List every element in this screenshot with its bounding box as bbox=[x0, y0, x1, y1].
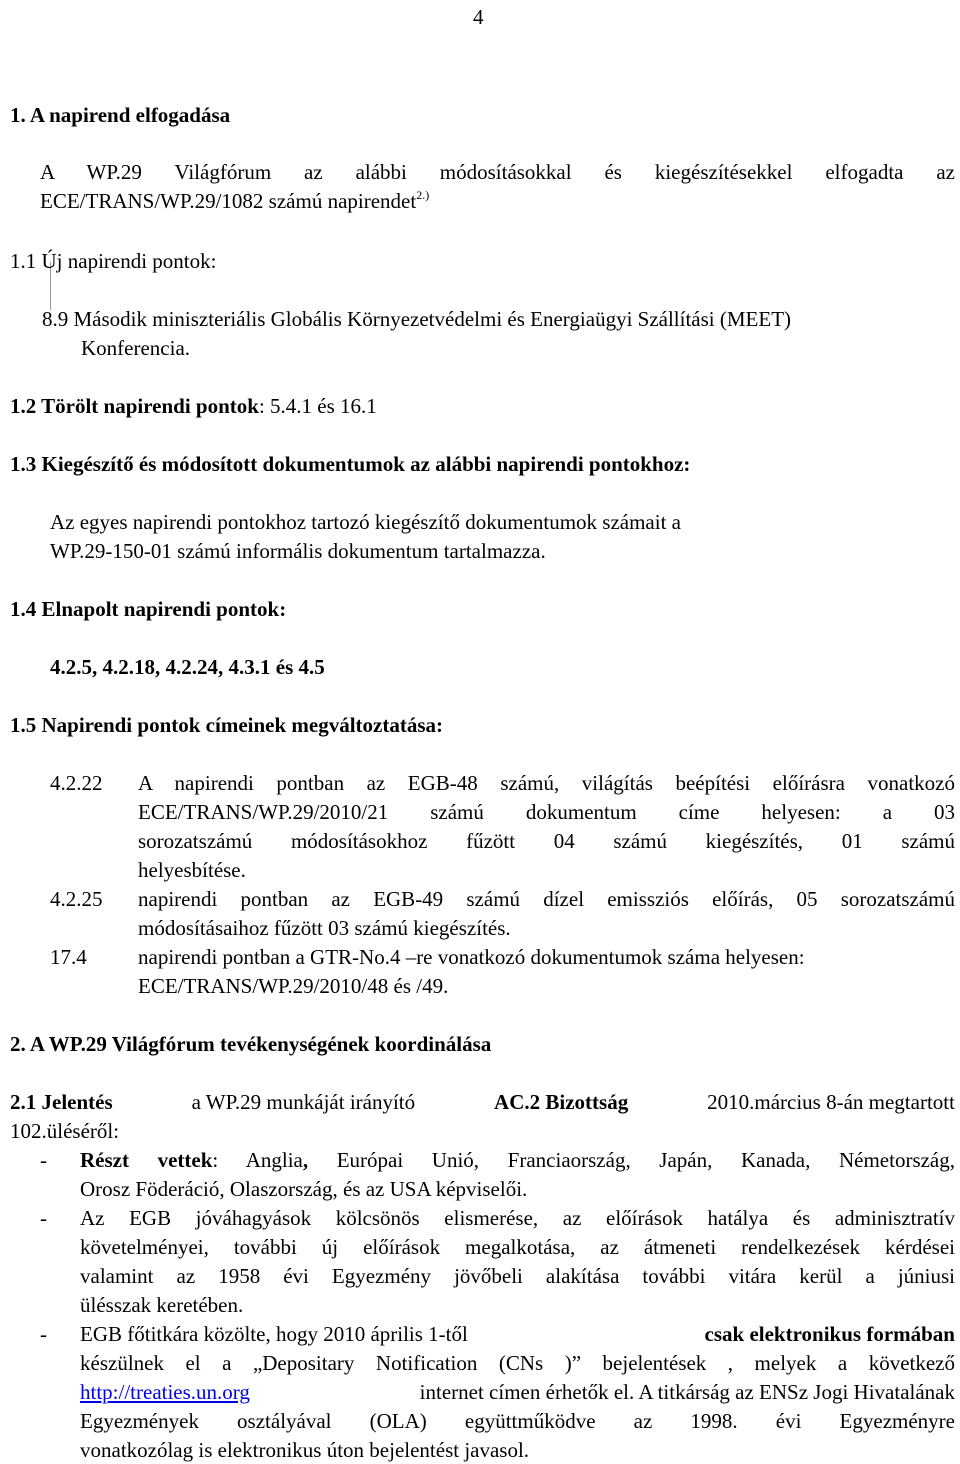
treaties-link[interactable]: http://treaties.un.org bbox=[80, 1380, 250, 1404]
subsection-1-1-item-line2: Konferencia. bbox=[81, 336, 191, 360]
bullet-3-line2: készülnek el a „Depositary Notification (CNs )” bejelentések , melyek a következő bbox=[80, 1351, 955, 1375]
section-1-heading: 1. A napirend elfogadása bbox=[10, 103, 231, 127]
section-1-intro-line2: ECE/TRANS/WP.29/1082 számú napirendet$^{2.)}$ bbox=[40, 188, 430, 213]
subsection-1-3-heading: 1.3 Kiegészítő és módosított dokumentumok az alábbi napirendi pontokhoz: bbox=[10, 452, 691, 476]
section-1-intro-line1: A WP.29 Világfórum az alábbi módosításokkal és kiegészítésekkel elfogadta az bbox=[40, 160, 955, 184]
bullet-3-line3: http://treaties.un.org internet címen érhetők el. A titkárság az ENSz Jogi Hivatalának bbox=[80, 1380, 955, 1404]
bullet-2-line: valamint az 1958 évi Egyezmény jövőbeli alakítása további vitára kerül a júniusi bbox=[80, 1264, 955, 1288]
subsection-1-1-item-line1: 8.9 Második miniszteriális Globális Környezetvédelmi és Energiaügyi Szállítási (MEET) bbox=[42, 307, 792, 331]
agenda-item-text-line: ECE/TRANS/WP.29/2010/48 és /49. bbox=[138, 974, 449, 998]
subsection-1-3-line2: WP.29-150-01 számú informális dokumentum tartalmazza. bbox=[50, 539, 546, 563]
subsection-1-2 bbox=[10, 392, 377, 420]
subsection-1-1-heading: 1.1 Új napirendi pontok: bbox=[10, 249, 217, 273]
subsection-2-1-number: 2.1 Jelentés bbox=[10, 1090, 113, 1114]
subsection-1-5-heading: 1.5 Napirendi pontok címeinek megváltoztatása: bbox=[10, 713, 444, 737]
bullet-2-line: ülésszak keretében. bbox=[80, 1293, 244, 1317]
footnote-ref: 2.) bbox=[416, 188, 430, 202]
agenda-item-text-line: ECE/TRANS/WP.29/2010/21 számú dokumentum címe helyesen: a 03 bbox=[138, 800, 955, 824]
bullet-dash: - bbox=[40, 1148, 47, 1172]
subsection-2-1-line2: 102.üléséről: bbox=[10, 1119, 120, 1143]
agenda-item-text-line: módosításaihoz fűzött 03 számú kiegészítés. bbox=[138, 916, 511, 940]
bullet-2-line: Az EGB jóváhagyások kölcsönös elismerése, az előírások hatálya és adminisztratív bbox=[80, 1206, 955, 1230]
subsection-1-4-heading: 1.4 Elnapolt napirendi pontok: bbox=[10, 597, 287, 621]
agenda-item-number: 4.2.22 bbox=[50, 771, 103, 795]
bullet-dash: - bbox=[40, 1206, 47, 1230]
bullet-2-line: követelményei, további új előírások megalkotása, az átmeneti rendelkezések kérdései bbox=[80, 1235, 955, 1259]
subsection-2-1-line1 bbox=[10, 1088, 955, 1116]
subsection-1-2-text: : 5.4.1 és 16.1 bbox=[258, 394, 377, 418]
bullet-3-line5: vonatkozólag is elektronikus úton bejelentést javasol. bbox=[80, 1438, 530, 1462]
agenda-item-text-line: napirendi pontban a GTR-No.4 –re vonatkozó dokumentumok száma helyesen: bbox=[138, 945, 805, 969]
bullet-1-line2: Orosz Föderáció, Olaszország, és az USA képviselői. bbox=[80, 1177, 528, 1201]
agenda-item-text-line: sorozatszámú módosításokhoz fűzött 04 számú kiegészítés, 01 számú bbox=[138, 829, 955, 853]
bullet-1-line1: Részt vettek: Anglia, Európai Unió, Franciaország, Japán, Kanada, Németország, bbox=[80, 1148, 956, 1172]
subsection-2-1-committee: AC.2 Bizottság bbox=[494, 1090, 629, 1114]
bullet-3-line4: Egyezmények osztályával (OLA) együttműködve az 1998. évi Egyezményre bbox=[80, 1409, 955, 1433]
agenda-item-number: 17.4 bbox=[50, 945, 87, 969]
agenda-item-text-line: A napirendi pontban az EGB-48 számú, világítás beépítési előírásra vonatkozó bbox=[138, 771, 955, 795]
agenda-item-number: 4.2.25 bbox=[50, 887, 103, 911]
subsection-2-1-date: 2010.március 8-án megtartott bbox=[707, 1090, 955, 1114]
bullet-dash: - bbox=[40, 1322, 47, 1346]
section-2-heading: 2. A WP.29 Világfórum tevékenységének koordinálása bbox=[10, 1032, 492, 1056]
agenda-item-text-line: napirendi pontban az EGB-49 számú dízel emissziós előírás, 05 sorozatszámú bbox=[138, 887, 955, 911]
agenda-item-text-line: helyesbítése. bbox=[138, 858, 246, 882]
subsection-1-3-line1: Az egyes napirendi pontokhoz tartozó kiegészítő dokumentumok számait a bbox=[50, 510, 681, 534]
bullet-3-line1: EGB főtitkára közölte, hogy 2010 április 1-től csak elektronikus formában bbox=[80, 1322, 955, 1346]
subsection-1-2-heading: 1.2 Törölt napirendi pontok bbox=[10, 394, 259, 418]
page-number: 4 bbox=[473, 5, 484, 29]
subsection-1-4-items: 4.2.5, 4.2.18, 4.2.24, 4.3.1 és 4.5 bbox=[50, 655, 325, 679]
subsection-2-1-text: a WP.29 munkáját irányító bbox=[191, 1090, 416, 1114]
